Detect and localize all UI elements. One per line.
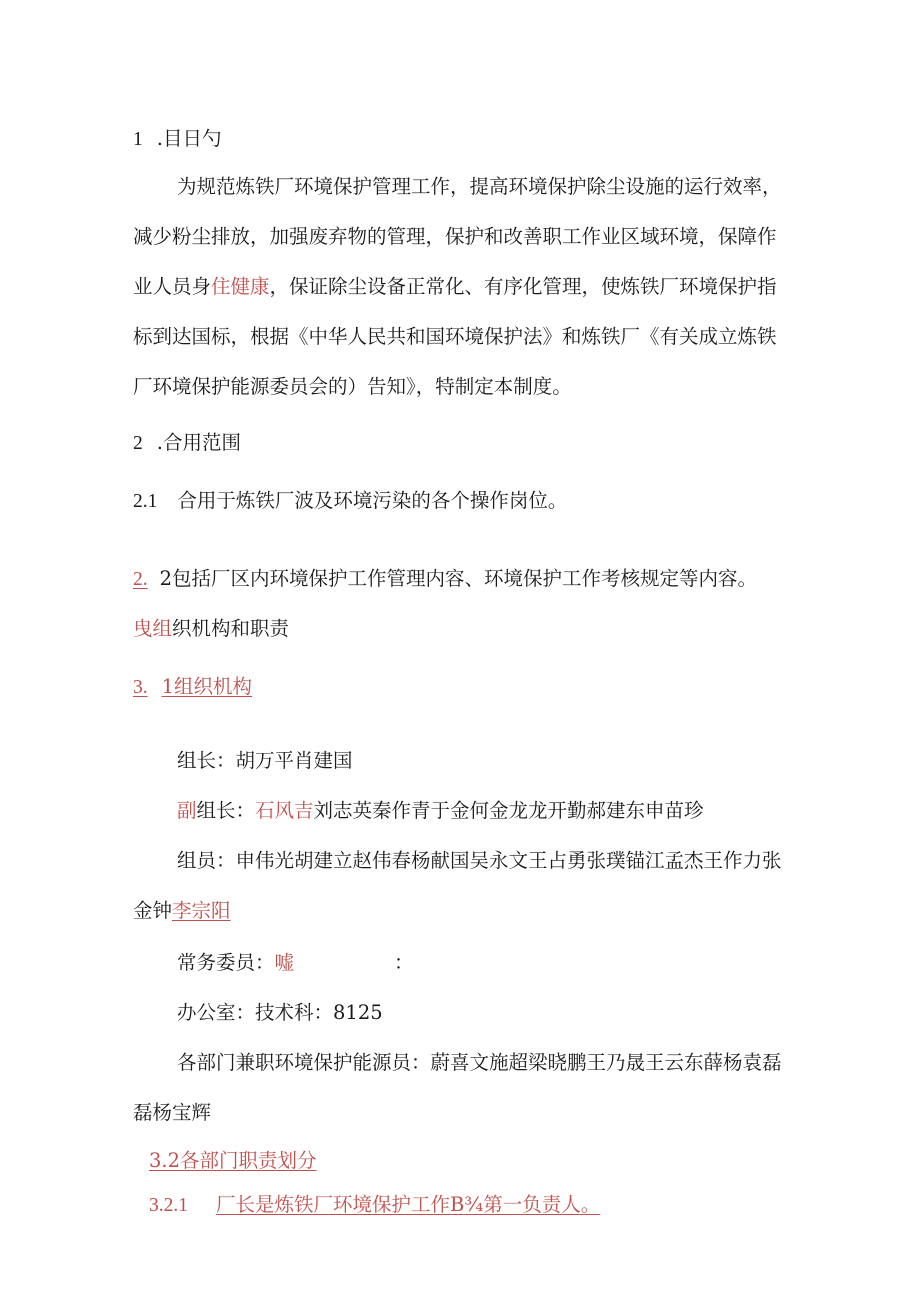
section-3-1-heading: 3. 1组织机构 xyxy=(133,675,253,698)
org-dept-energy-line-1: 各部门兼职环境保护能源员：蔚喜文施超梁晓鹏王乃晟王云东薛杨袁磊 xyxy=(177,1051,782,1074)
org-leader: 组长：胡万平肖建国 xyxy=(177,749,353,772)
org-office: 办公室：技术科：8125 xyxy=(177,1001,383,1024)
org-deputy: 副组长：石风吉刘志英秦作青于金何金龙龙开勤郝建东申苗珍 xyxy=(177,799,704,822)
section-1-heading: 1 .目日勺 xyxy=(133,127,222,150)
paragraph-purpose-line-5: 厂环境保护能源委员会的）告知》，特制定本制度。 xyxy=(133,375,572,398)
org-dept-energy-line-2: 磊杨宝辉 xyxy=(133,1101,212,1124)
paragraph-purpose-line-4: 标到达国标，根据《中华人民共和国环境保护法》和炼铁厂《有关成立炼铁 xyxy=(133,325,777,348)
section-3-heading: 曳组织机构和职责 xyxy=(133,617,290,640)
section-2-1: 2.1 合用于炼铁厂波及环境污染的各个操作岗位。 xyxy=(133,489,568,512)
org-members-line-2: 金钟李宗阳 xyxy=(133,899,231,922)
section-3-2-heading: 3.2各部门职责划分 xyxy=(149,1149,317,1172)
section-2-2: 2. 2包括厂区内环境保护工作管理内容、环境保护工作考核规定等内容。 xyxy=(133,567,758,590)
section-2-heading: 2 .合用范围 xyxy=(133,431,241,454)
paragraph-purpose-line-3: 业人员身住健康，保证除尘设备正常化、有序化管理，使炼铁厂环境保护指 xyxy=(133,275,777,298)
section-3-2-1: 3.2.1 厂长是炼铁厂环境保护工作B¾第一负责人。 xyxy=(149,1193,601,1216)
org-members-line-1: 组员：申伟光胡建立赵伟春杨献国吴永文王占勇张璞锚江孟杰王作力张 xyxy=(177,849,782,872)
paragraph-purpose-line-1: 为规范炼铁厂环境保护管理工作，提高环境保护除尘设施的运行效率， xyxy=(177,175,782,198)
org-standing-committee: 常务委员：嘘 ： xyxy=(177,951,414,974)
paragraph-purpose-line-2: 减少粉尘排放，加强废弃物的管理，保护和改善职工作业区域环境，保障作 xyxy=(133,225,777,248)
